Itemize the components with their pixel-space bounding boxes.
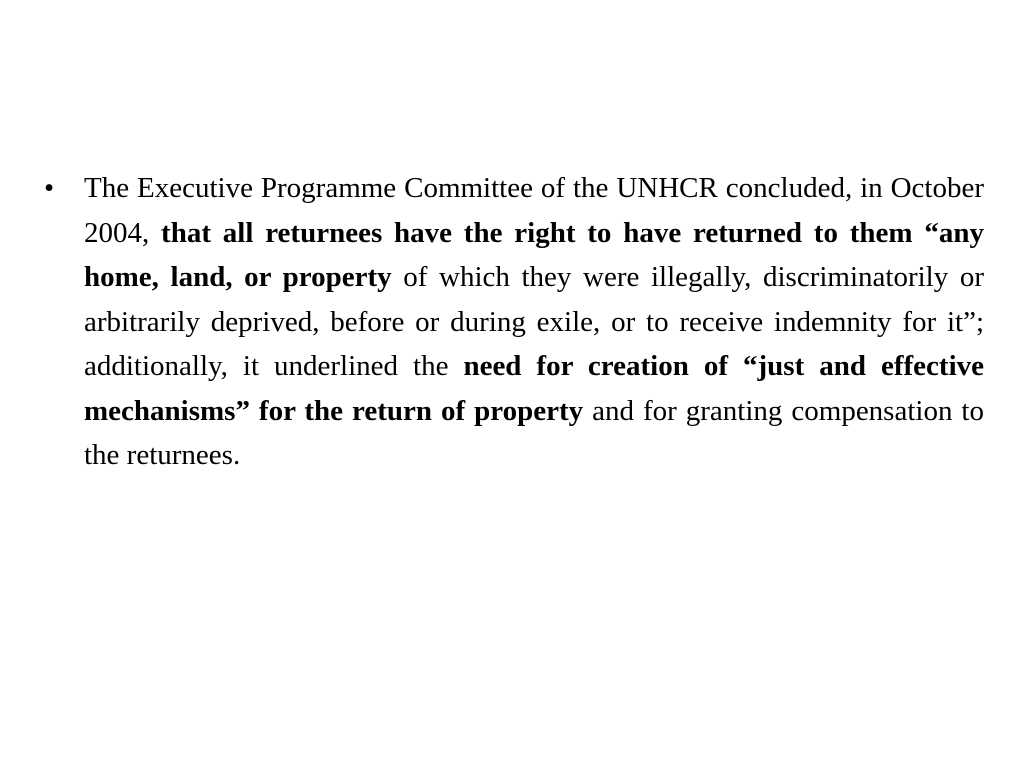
bold-text-segment: need for creation of “just and effective mechanisms” for the return of property [84,350,984,427]
bullet-list [44,166,984,478]
text-segment: of which they were illegally, discriminatorily or arbitrarily deprived, before or during exile, or to receive indemnity for it”; additionally, it underlined the [84,261,984,382]
bold-text-segment: that all returnees have the right to have returned to them “any home, land, or property [84,216,984,293]
text-segment: and for granting compensation to the returnees. [84,394,984,471]
bullet-icon: • [44,172,55,204]
bullet-item [44,166,984,478]
text-segment: The Executive Programme Committee of the UNHCR concluded, in October 2004, [84,172,984,249]
